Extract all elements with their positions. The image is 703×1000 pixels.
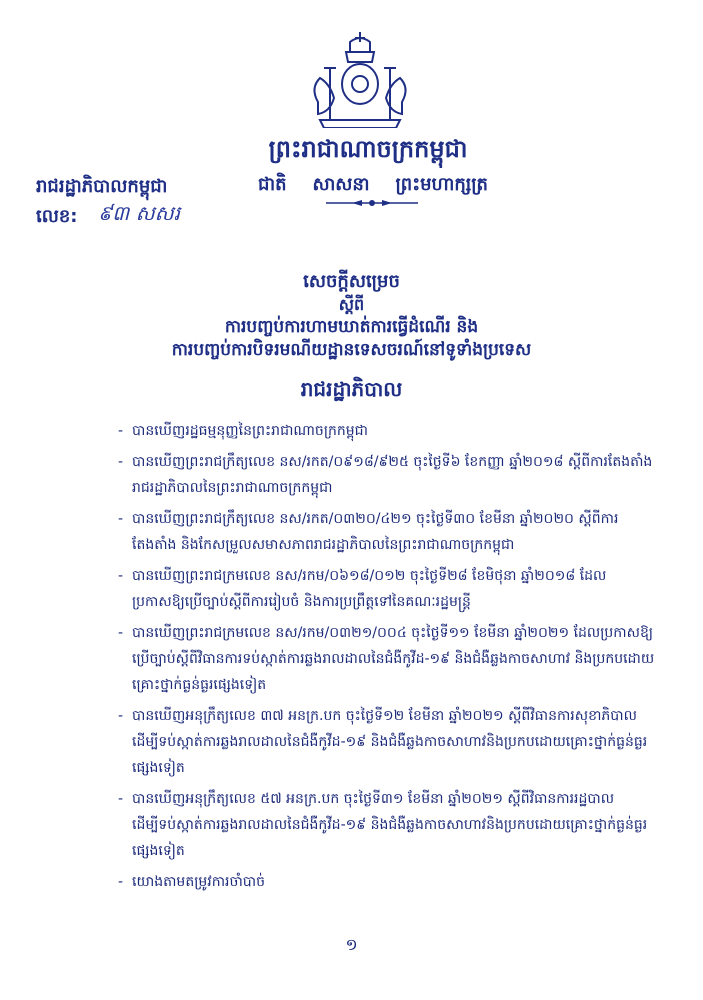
national-motto [258, 172, 488, 199]
list-item: - បានឃើញរដ្ឋធម្មនុញ្ញនៃព្រះរាជាណាចក្រកម្ពុជា [118, 418, 658, 444]
list-item: - បានឃើញអនុក្រឹត្យលេខ ៣៧ អនក្រ.បក ចុះថ្ងៃទី១២ ខែមីនា ឆ្នាំ២០២១ ស្តីពីវិធានការសុខាភិបាលដើម្បីទប់ស្កាត់ការឆ្លងរាលដាលនៃជំងឺកូវីដ-១៩ និងជំងឺឆ្លងកាចសាហាវនិងប្រកបដោយគ្រោះថ្នាក់ធ្ងន់ធ្ងរផ្សេងទៀត [118, 703, 658, 781]
document-number-label: លេខ: [36, 206, 78, 227]
title-subject-line-2: ការបញ្ចប់ការបិទរមណីយដ្ឋានទេសចរណ៍នៅទូទាំងប្រទេស [171, 339, 532, 360]
list-item: - បានឃើញព្រះរាជក្រឹត្យលេខ នស/រកត/០៣២០/៤២១ ចុះថ្ងៃទី៣០ ខែមីនា ឆ្នាំ២០២០ ស្តីពីការតែងតាំង និងកែសម្រួលសមាសភាពរាជរដ្ឋាភិបាលនៃព្រះរាជាណាចក្រកម្ពុជា [118, 506, 658, 558]
motto-nation: ជាតិ [258, 174, 287, 195]
title-decision: សេចក្តីសម្រេច [303, 271, 400, 292]
royal-emblem-icon [300, 28, 420, 128]
list-item: - បានឃើញព្រះរាជក្រឹត្យលេខ នស/រកត/០៩១៨/៩២៥ ចុះថ្ងៃទី៦ ខែកញ្ញា ឆ្នាំ២០១៨ ស្តីពីការតែងតាំងរាជរដ្ឋាភិបាលនៃព្រះរាជាណាចក្រកម្ពុជា [118, 449, 658, 501]
list-item: - បានឃើញព្រះរាជក្រមលេខ នស/រកម/០៦១៨/០១២ ចុះថ្ងៃទី២៨ ខែមិថុនា ឆ្នាំ២០១៨ ដែលប្រកាសឱ្យប្រើច្បាប់ស្តីពីការរៀបចំ និងការប្រព្រឹត្តទៅនៃគណៈរដ្ឋមន្ត្រី [118, 563, 658, 615]
preamble-list [118, 418, 658, 900]
document-number-value: ៩៣ សសរ [98, 201, 181, 225]
title-government: រាជរដ្ឋាភិបាល [300, 376, 403, 401]
kingdom-heading: ព្រះរាជាណាចក្រកម្ពុជា [268, 135, 468, 163]
document-title-block [0, 270, 703, 403]
motto-king: ព្រះមហាក្សត្រ [395, 174, 488, 195]
list-item: - យោងតាមតម្រូវការចាំបាច់ [118, 869, 658, 895]
list-item: - បានឃើញព្រះរាជក្រមលេខ នស/រកម/០៣២១/០០៤ ចុះថ្ងៃទី១១ ខែមីនា ឆ្នាំ២០២១ ដែលប្រកាសឱ្យប្រើច្បាប់ស្តីពីវិធានការទប់ស្កាត់ការឆ្លងរាលដាលនៃជំងឺកូវីដ-១៩ និងជំងឺឆ្លងកាចសាហាវ និងប្រកបដោយគ្រោះថ្នាក់ធ្ងន់ធ្ងរផ្សេងទៀត [118, 620, 658, 698]
title-subject-line-1: ការបញ្ចប់ការហាមឃាត់ការធ្វើដំណើរ និង [224, 316, 479, 337]
list-item: - បានឃើញអនុក្រឹត្យលេខ ៥៧ អនក្រ.បក ចុះថ្ងៃទី៣១ ខែមីនា ឆ្នាំ២០២១ ស្តីពីវិធានការរដ្ឋបាលដើម្បីទប់ស្កាត់ការឆ្លងរាលដាលនៃជំងឺកូវីដ-១៩ និងជំងឺឆ្លងកាចសាហាវនិងប្រកបដោយគ្រោះថ្នាក់ធ្ងន់ធ្ងរផ្សេងទៀត [118, 786, 658, 864]
ornament-divider [322, 198, 422, 208]
motto-religion: សាសនា [312, 174, 370, 195]
title-about: ស្តីពី [338, 295, 365, 315]
issuer-name: រាជរដ្ឋាភិបាលកម្ពុជា [36, 176, 168, 197]
page-number: ១ [345, 935, 358, 954]
